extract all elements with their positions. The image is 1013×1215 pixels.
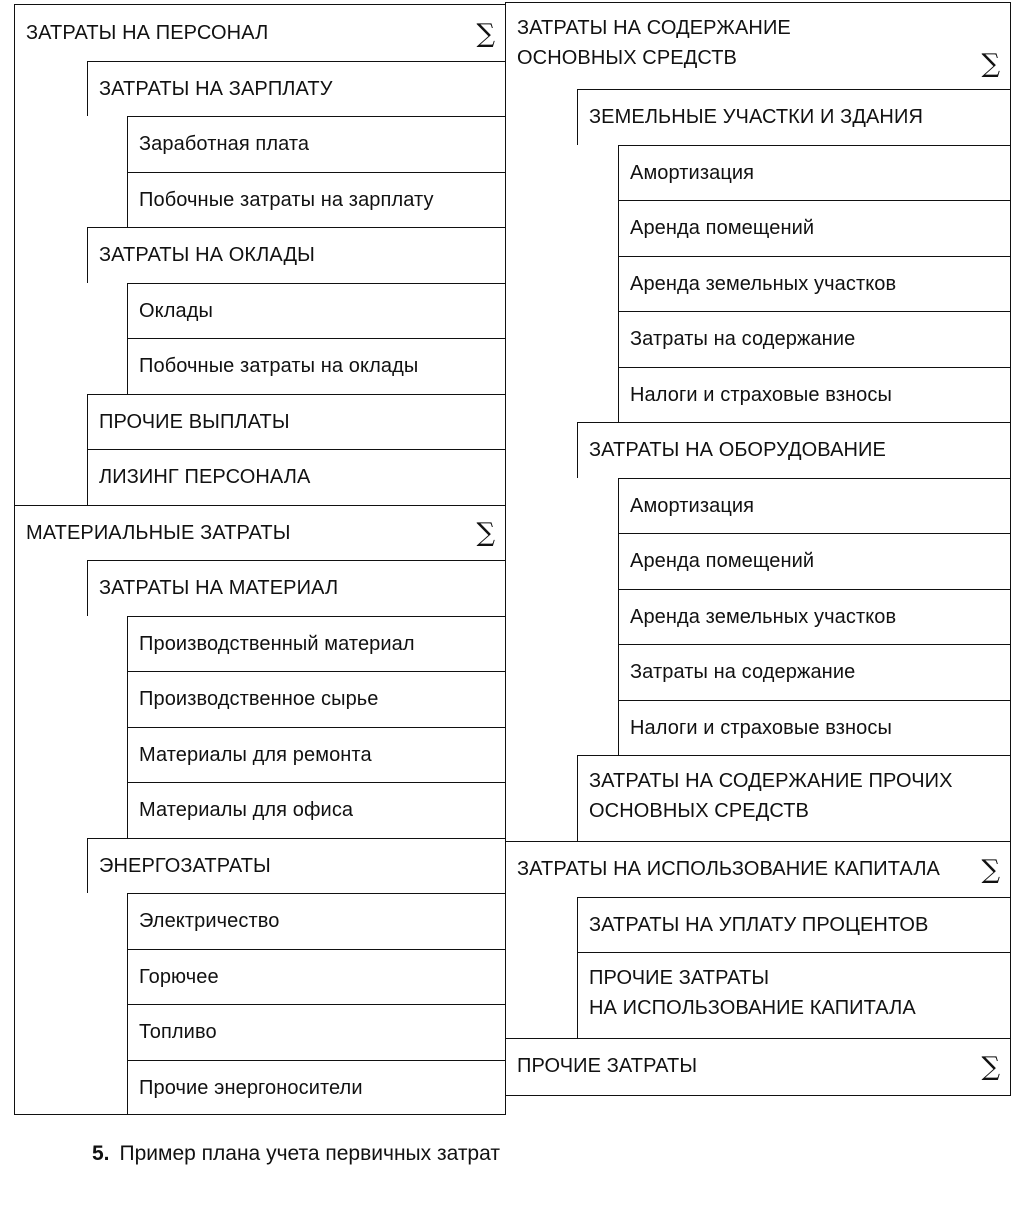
cost-label: ЗАТРАТЫ НА ПЕРСОНАЛ [26,21,269,44]
cost-category [506,1038,1010,1094]
cost-label: Аренда земельных участков [630,272,897,295]
cost-group [87,449,505,505]
cost-label: Налоги и страховые взносы [630,716,892,739]
cost-plan-left-column [14,4,506,1115]
cost-item [127,893,505,949]
cost-label: Налоги и страховые взносы [630,383,892,406]
cost-item [618,200,1010,256]
cost-label: Производственное сырье [139,688,379,711]
figure-caption-text: Пример плана учета первичных затрат [119,1142,500,1165]
cost-label: ЗАТРАТЫ НА ИСПОЛЬЗОВАНИЕ КАПИТАЛА [517,858,940,881]
sum-icon: ∑ [981,854,1000,885]
cost-label: Горючее [139,965,219,988]
cost-label: Аренда помещений [630,550,815,573]
cost-label: Побочные затраты на зарплату [139,188,434,211]
cost-plan-right-column [505,2,1011,1096]
cost-label: Побочные затраты на оклады [139,355,419,378]
cost-label: Затраты на содержание [630,661,856,684]
cost-item [618,367,1010,423]
cost-label: Материалы для ремонта [139,743,372,766]
cost-label: Топливо [139,1021,217,1044]
cost-label: МАТЕРИАЛЬНЫЕ ЗАТРАТЫ [26,521,291,544]
sum-icon: ∑ [476,18,495,49]
cost-label: ЭНЕРГОЗАТРАТЫ [99,854,271,877]
cost-item [618,478,1010,534]
cost-label: Прочие энергоносители [139,1076,363,1099]
cost-label: Аренда земельных участков [630,605,897,628]
cost-label: ЗАТРАТЫ НА ОБОРУДОВАНИЕ [589,439,886,462]
cost-item [618,145,1010,201]
cost-category [15,5,505,61]
cost-item [127,949,505,1005]
cost-group [87,394,505,450]
sum-icon: ∑ [476,518,495,548]
cost-label: ПРОЧИЕ ЗАТРАТЫ НА ИСПОЛЬЗОВАНИЕ КАПИТАЛА [589,967,916,1019]
cost-item [127,1060,505,1116]
cost-item [618,311,1010,367]
cost-label: Аренда помещений [630,217,815,240]
cost-label: ЗАТРАТЫ НА СОДЕРЖАНИЕ ПРОЧИХ ОСНОВНЫХ СРЕДСТВ [589,770,953,822]
cost-item [127,116,505,172]
cost-item [618,700,1010,756]
cost-item [127,671,505,727]
cost-group [577,755,1010,841]
sum-icon: ∑ [981,1051,1000,1082]
cost-label: Электричество [139,910,280,933]
figure-number: 5. [92,1142,110,1165]
cost-item [127,1004,505,1060]
cost-group [577,422,1010,478]
cost-group [87,838,505,894]
cost-category [506,841,1010,897]
cost-item [618,533,1010,589]
cost-label: ПРОЧИЕ ВЫПЛАТЫ [99,410,290,433]
cost-group [87,560,505,616]
cost-item [127,172,505,228]
cost-group [87,61,505,117]
cost-group [577,952,1010,1038]
cost-label: ЗАТРАТЫ НА ЗАРПЛАТУ [99,77,333,100]
cost-label: ЛИЗИНГ ПЕРСОНАЛА [99,466,311,489]
cost-label: ЗАТРАТЫ НА СОДЕРЖАНИЕ ОСНОВНЫХ СРЕДСТВ [517,17,791,69]
cost-group [87,227,505,283]
cost-label: Производственный материал [139,632,415,655]
cost-item [618,256,1010,312]
cost-label: Оклады [139,299,213,322]
cost-label: ЗАТРАТЫ НА ОКЛАДЫ [99,244,315,267]
cost-label: ЗЕМЕЛЬНЫЕ УЧАСТКИ И ЗДАНИЯ [589,106,923,129]
figure-caption [92,1142,500,1166]
cost-category [506,3,1010,89]
cost-group [577,897,1010,953]
cost-label: ПРОЧИЕ ЗАТРАТЫ [517,1055,698,1078]
cost-label: Затраты на содержание [630,328,856,351]
cost-group [577,89,1010,145]
cost-item [127,616,505,672]
cost-item [127,782,505,838]
cost-item [127,727,505,783]
cost-label: Материалы для офиса [139,799,354,822]
cost-label: Амортизация [630,494,755,517]
cost-item [127,283,505,339]
cost-label: Амортизация [630,161,755,184]
cost-item [127,338,505,394]
cost-label: ЗАТРАТЫ НА МАТЕРИАЛ [99,577,339,600]
cost-label: ЗАТРАТЫ НА УПЛАТУ ПРОЦЕНТОВ [589,913,929,936]
cost-label: Заработная плата [139,133,310,156]
cost-category [15,505,505,561]
cost-item [618,644,1010,700]
sum-icon: ∑ [981,49,1000,79]
cost-item [618,589,1010,645]
